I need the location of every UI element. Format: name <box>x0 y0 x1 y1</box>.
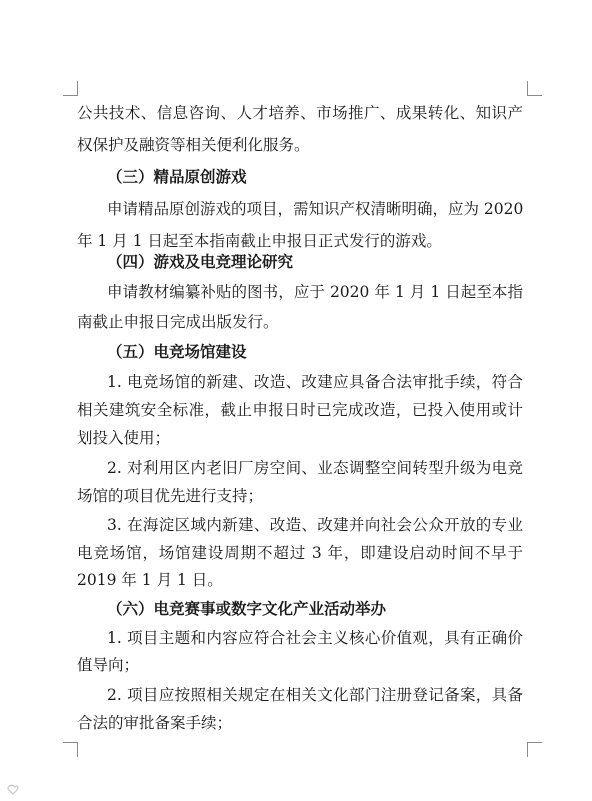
paragraph-line: 值导向； <box>77 656 140 674</box>
paragraph-line: 2019 年 1 月 1 日。 <box>77 571 223 589</box>
paragraph-line: 划投入使用； <box>77 429 171 447</box>
paragraph-line: 年 1 月 1 日起至本指南截止申报日正式发行的游戏。 <box>77 232 442 250</box>
paragraph-line: 合法的审批备案手续； <box>77 714 233 732</box>
crop-mark-top-left <box>63 81 78 96</box>
paragraph-line: 1. 项目主题和内容应符合社会主义核心价值观，具有正确价 <box>107 629 523 647</box>
paragraph-line: 2. 对利用区内老旧厂房空间、业态调整空间转型升级为电竞 <box>107 459 523 477</box>
paragraph-line: 权保护及融资等相关便利化服务。 <box>77 136 310 154</box>
section-heading-5: （五）电竞场馆建设 <box>107 342 247 361</box>
crop-mark-bottom-right <box>527 742 542 757</box>
watermark <box>6 782 20 795</box>
section-heading-6: （六）电竞赛事或数字文化产业活动举办 <box>107 599 387 618</box>
paragraph-line: 电竞场馆，场馆建设周期不超过 3 年，即建设启动时间不早于 <box>77 544 523 562</box>
paragraph-line: 1. 电竞场馆的新建、改造、改建应具备合法审批手续，符合 <box>107 373 523 391</box>
watermark-logo-icon <box>6 783 20 795</box>
crop-mark-bottom-left <box>63 742 78 757</box>
section-heading-3: （三）精品原创游戏 <box>107 167 247 186</box>
crop-mark-top-right <box>527 81 542 96</box>
paragraph-line: 申请精品原创游戏的项目，需知识产权清晰明确，应为 2020 <box>107 200 524 218</box>
paragraph-line: 相关建筑安全标准，截止申报日时已完成改造，已投入使用或计 <box>77 401 523 419</box>
paragraph-line: 申请教材编纂补贴的图书，应于 2020 年 1 月 1 日起至本指 <box>107 283 523 301</box>
paragraph-line: 3. 在海淀区域内新建、改造、改建并向社会公众开放的专业 <box>107 516 523 534</box>
paragraph-line: 公共技术、信息咨询、人才培养、市场推广、成果转化、知识产 <box>77 104 523 122</box>
paragraph-line: 南截止申报日完成出版发行。 <box>77 313 279 331</box>
section-heading-4: （四）游戏及电竞理论研究 <box>107 252 294 271</box>
paragraph-line: 场馆的项目优先进行支持； <box>77 487 264 505</box>
paragraph-line: 2. 项目应按照相关规定在相关文化部门注册登记备案，具备 <box>107 686 523 704</box>
